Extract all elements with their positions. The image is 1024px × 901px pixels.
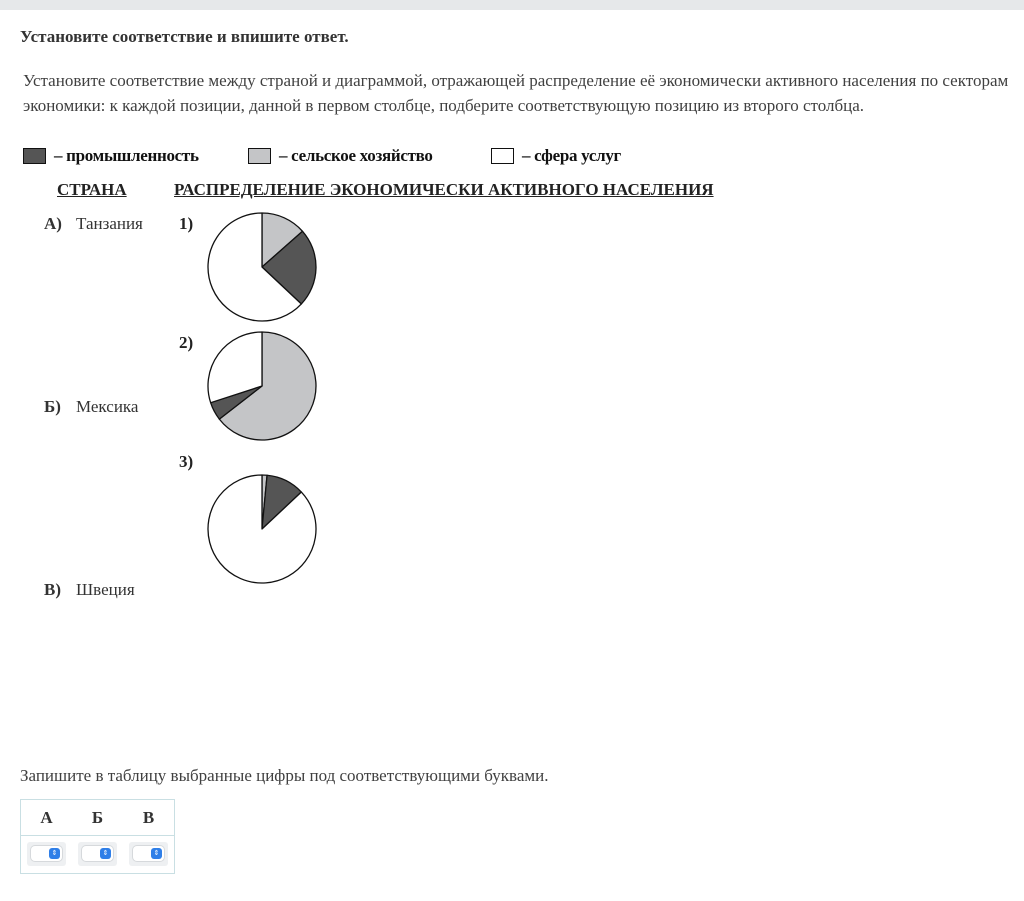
pie-chart-3	[205, 472, 319, 586]
answer-header-c: В	[142, 808, 155, 827]
answer-select-c[interactable]	[129, 842, 168, 866]
diagram-label-2: 2)	[179, 333, 194, 352]
select-box[interactable]	[31, 846, 62, 861]
diagram-label-1: 1)	[179, 214, 194, 233]
country-b	[44, 397, 138, 417]
select-arrows-icon[interactable]: ⇕	[49, 848, 60, 859]
task-text: Установите соответствие между страной и диаграммой, отражающей распределение её экономически активного населения по секторам экономики: к каждой позиции, данной в первом столбце, подберите соответствующую позицию из второго столбца.	[23, 71, 1009, 115]
legend-label-industry: – промышленность	[54, 146, 199, 165]
answer-table-header	[21, 800, 174, 836]
country-c	[44, 580, 135, 600]
country-letter: А)	[44, 214, 62, 233]
swatch-services	[491, 148, 514, 164]
select-box[interactable]	[133, 846, 164, 861]
instruction-text: Запишите в таблицу выбранные цифры под соответствующими буквами.	[20, 766, 549, 785]
country-name: Швеция	[76, 580, 135, 599]
pie-chart-1	[205, 210, 319, 324]
legend-label-services: – сфера услуг	[522, 146, 621, 165]
answer-header-a: А	[40, 808, 53, 827]
select-box[interactable]	[82, 846, 113, 861]
country-letter: Б)	[44, 397, 61, 416]
country-letter: В)	[44, 580, 61, 599]
answer-header-b: Б	[91, 808, 104, 827]
pie-chart-2	[205, 329, 319, 443]
answer-select-b[interactable]	[78, 842, 117, 866]
diagram-label-3: 3)	[179, 452, 194, 471]
swatch-agriculture	[248, 148, 271, 164]
column-header-distribution: РАСПРЕДЕЛЕНИЕ ЭКОНОМИЧЕСКИ АКТИВНОГО НАСЕЛЕНИЯ	[174, 180, 714, 199]
swatch-industry	[23, 148, 46, 164]
top-bar	[0, 0, 1024, 10]
country-name: Мексика	[76, 397, 139, 416]
column-header-country: СТРАНА	[57, 180, 127, 199]
answer-table	[20, 799, 175, 874]
country-name: Танзания	[76, 214, 143, 233]
legend-label-agriculture: – сельское хозяйство	[279, 146, 433, 165]
select-arrows-icon[interactable]: ⇕	[151, 848, 162, 859]
answer-select-a[interactable]	[27, 842, 66, 866]
task-title: Установите соответствие и впишите ответ.	[20, 27, 349, 46]
country-a	[44, 214, 143, 234]
select-arrows-icon[interactable]: ⇕	[100, 848, 111, 859]
